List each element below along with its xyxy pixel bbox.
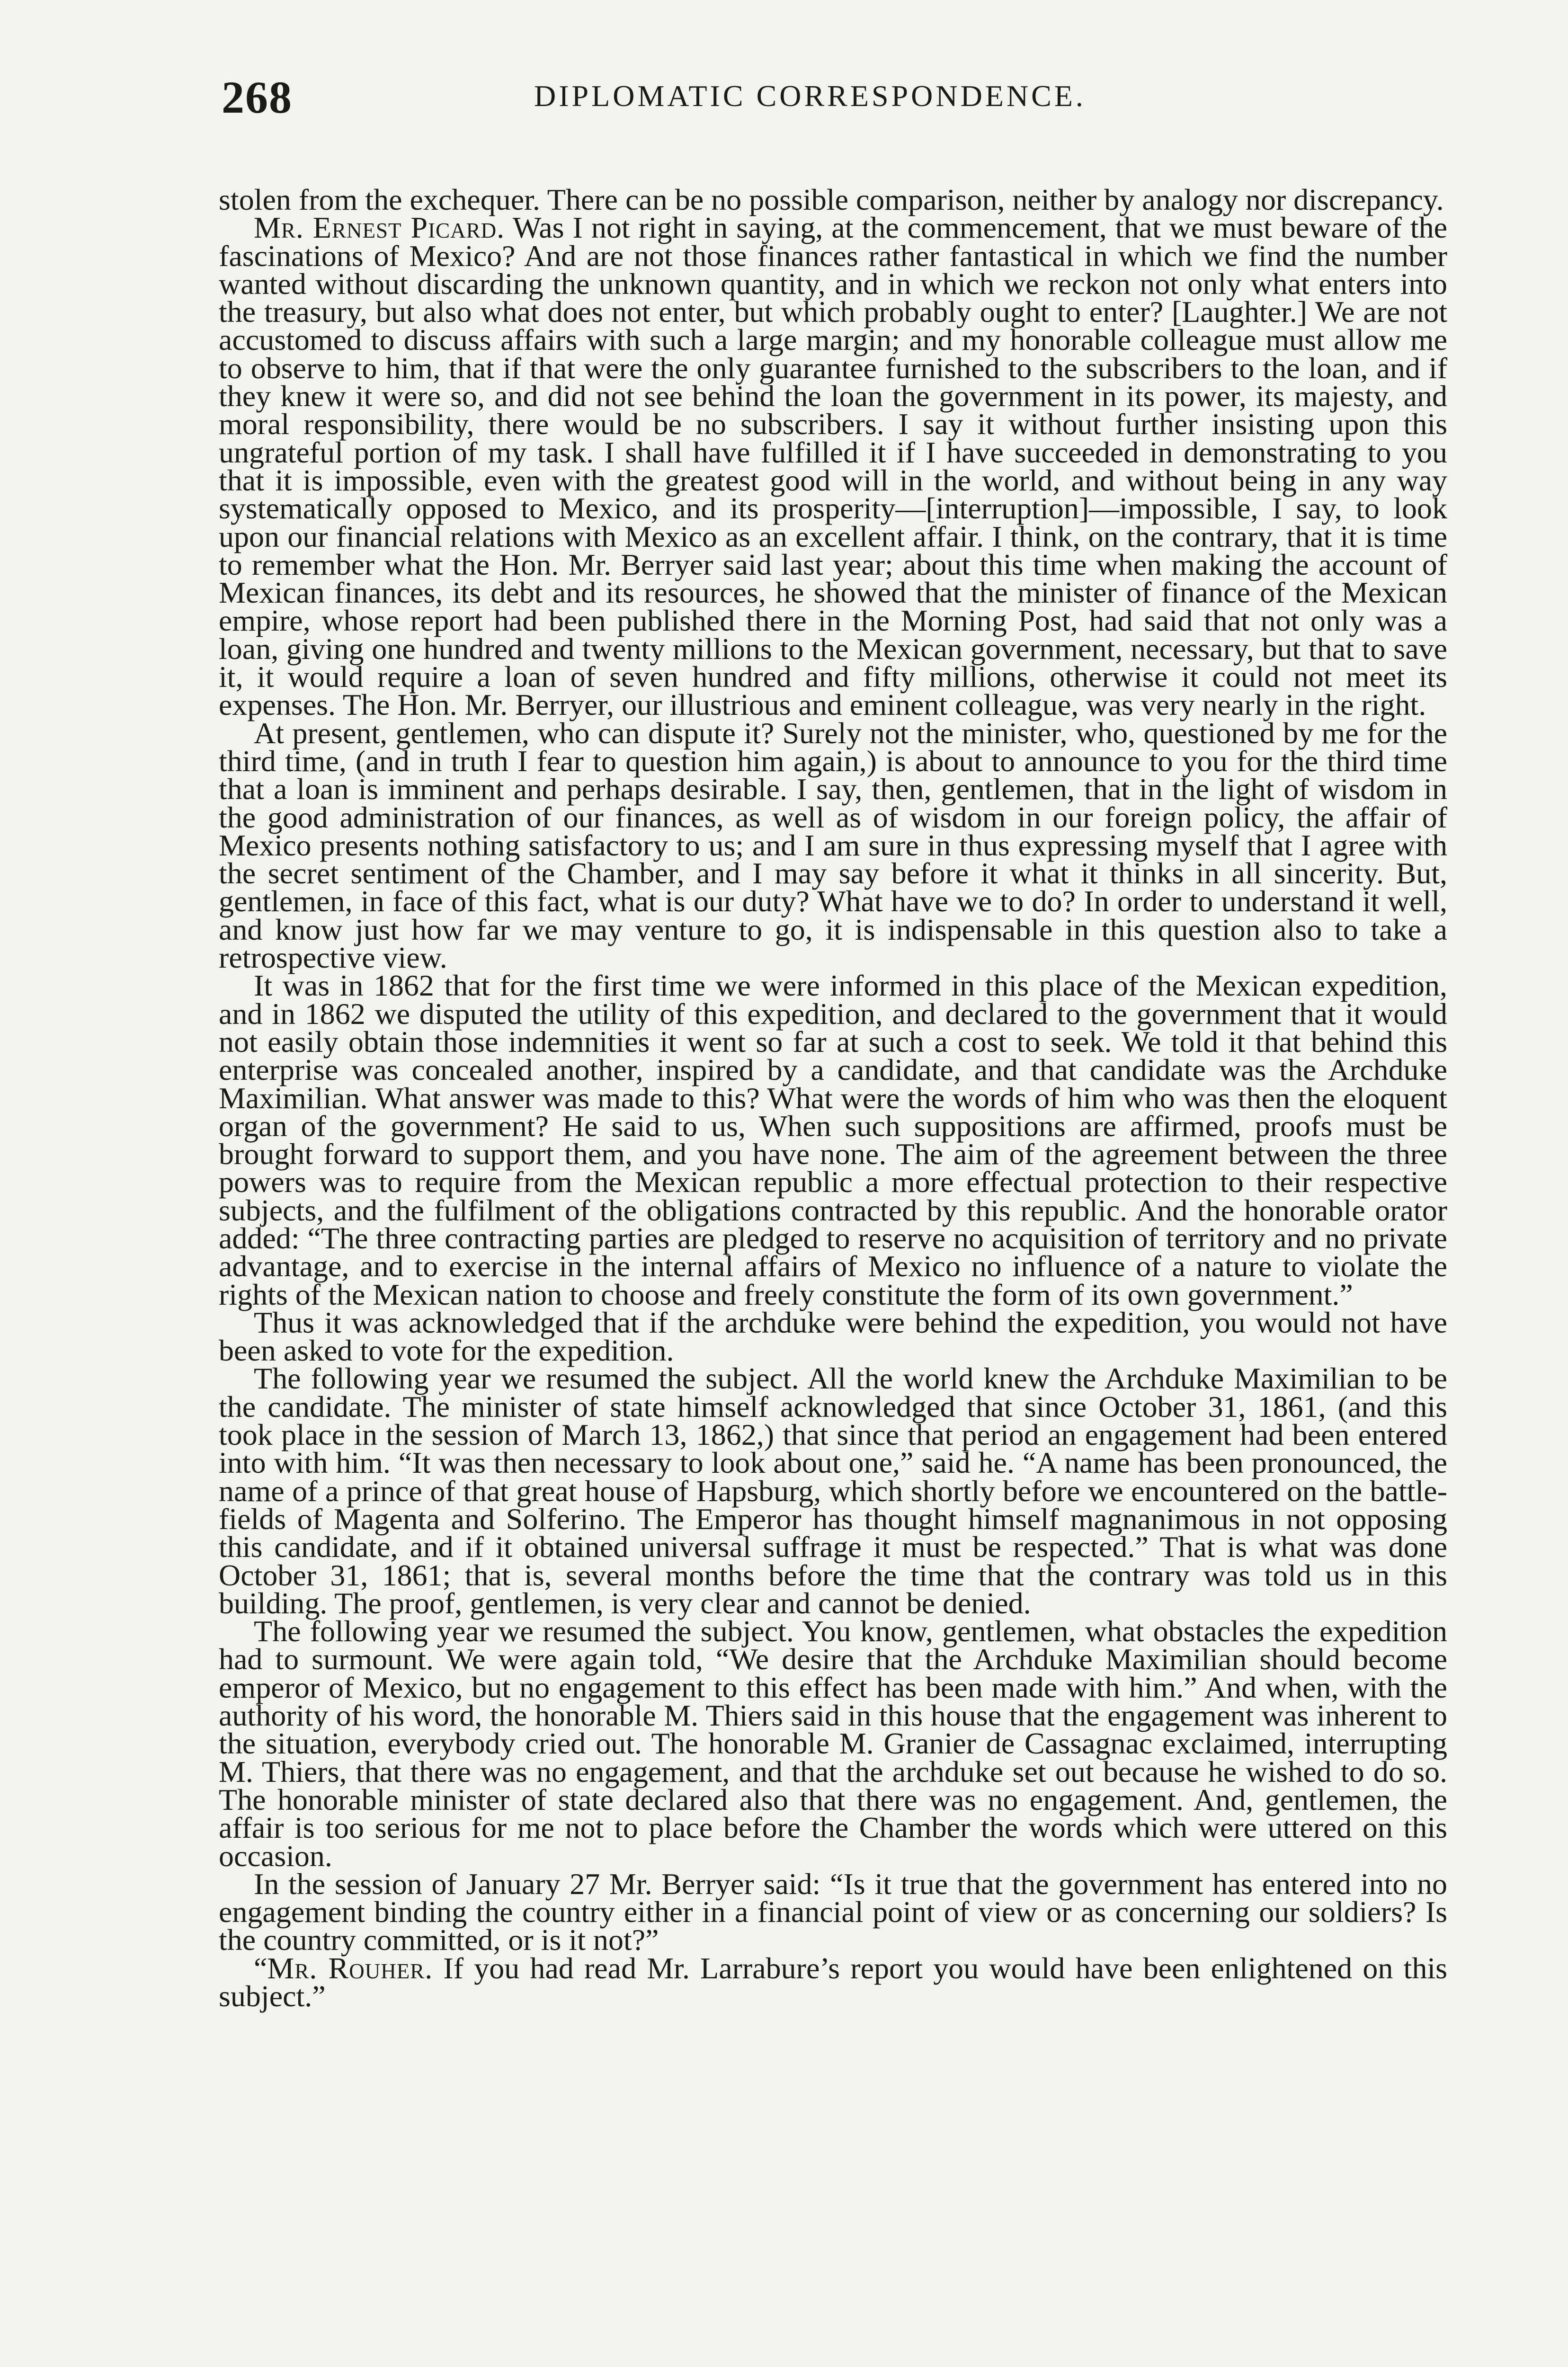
- paragraph: In the session of January 27 Mr. Berryer said: “Is it true that the government has entered into no engagement binding the country either in a financial point of view or as concerning our soldiers? Is the country committed, or is it not?”: [219, 1867, 1447, 1957]
- page-number: 268: [222, 72, 293, 123]
- paragraph: “Mr. Rouher. If you had read Mr. Larrabure’s report you would have been enlightened on this subject.”: [219, 1951, 1448, 2013]
- paragraph: Mr. Ernest Picard. Was I not right in saying, at the commencement, that we must beware of the fascinations of Mexico? And are not those finances rather fantastical in which we find the number wanted without discarding the unknown quantity, and in which we reckon not only what enters into the treasury, but also what does not enter, but which probably ought to enter? [Laughter.] We are not accustomed to discuss affairs with such a large margin; and my honorable colleague must allow me to observe to him, that if that were the only guarantee furnished to the subscribers to the loan, and if they knew it were so, and did not see behind the loan the government in its power, its majesty, and moral responsibility, there would be no subscribers. I say it without further insisting upon this ungrateful portion of my task. I shall have fulfilled it if I have succeeded in demonstrating to you that it is impossible, even with the greatest good will in the world, and without being in any way systematically opposed to Mexico, and its prosperity—[interruption]—impossible, I say, to look upon our financial relations with Mexico as an excellent affair. I think, on the contrary, that it is time to remember what the Hon. Mr. Berryer said last year; about this time when making the account of Mexican finances, its debt and its resources, he showed that the minister of finance of the Mexican empire, whose report had been published there in the Morning Post, had said that not only was a loan, giving one hundred and twenty millions to the Mexican government, necessary, but that to save it, it would require a loan of seven hundred and fifty millions, otherwise it could not meet its expenses. The Hon. Mr. Berryer, our illustrious and eminent colleague, was very nearly in the right.: [219, 211, 1447, 722]
- body-text: [219, 183, 1448, 2013]
- paragraph: It was in 1862 that for the first time we were informed in this place of the Mexican expedition, and in 1862 we disputed the utility of this expedition, and declared to the government that it would not easily obtain those indemnities it went so far at such a cost to seek. We told it that behind this enterprise was concealed another, inspired by a candidate, and that candidate was the Archduke Maximilian. What answer was made to this? What were the words of him who was then the eloquent organ of the government? He said to us, When such suppositions are affirmed, proofs must be brought forward to support them, and you have none. The aim of the agreement between the three powers was to require from the Mexican republic a more effectual protection to their respective subjects, and the fulfilment of the obligations contracted by this republic. And the honorable orator added: “The three contracting parties are pledged to reserve no acquisition of territory and no private advantage, and to exercise in the internal affairs of Mexico no influence of a nature to violate the rights of the Mexican nation to choose and freely constitute the form of its own government.”: [219, 969, 1447, 1311]
- paragraph: Thus it was acknowledged that if the archduke were behind the expedition, you would not have been asked to vote for the expedition.: [219, 1305, 1447, 1368]
- paragraph: At present, gentlemen, who can dispute it? Surely not the minister, who, questioned by me for the third time, (and in truth I fear to question him again,) is about to announce to you for the third time that a loan is imminent and perhaps desirable. I say, then, gentlemen, that in the light of wisdom in the good administration of our finances, as well as of wisdom in our foreign policy, the affair of Mexico presents nothing satisfactory to us; and I am sure in thus expressing myself that I agree with the secret sentiment of the Chamber, and I may say before it what it thinks in all sincerity. But, gentlemen, in face of this fact, what is our duty? What have we to do? In order to understand it well, and know just how far we may venture to go, it is indispensable in this question also to take a retrospective view.: [219, 716, 1447, 975]
- paragraph: The following year we resumed the subject. All the world knew the Archduke Maximilian to be the candidate. The minister of state himself acknowledged that since October 31, 1861, (and this took place in the session of March 13, 1862,) that since that period an engagement had been entered into with him. “It was then necessary to look about one,” said he. “A name has been pronounced, the name of a prince of that great house of Hapsburg, which shortly before we encountered on the battle-fields of Magenta and Solferino. The Emperor has thought himself magnanimous in not opposing this candidate, and if it obtained universal suffrage it must be respected.” That is what was done October 31, 1861; that is, several months before the time that the contrary was told us in this building. The proof, gentlemen, is very clear and cannot be denied.: [219, 1361, 1447, 1620]
- paragraph: stolen from the exchequer. There can be no possible comparison, neither by analogy nor discrepancy.: [219, 183, 1444, 216]
- running-title: DIPLOMATIC CORRESPONDENCE.: [534, 79, 1086, 113]
- speaker-name: Mr. Ernest Picard.: [254, 211, 505, 245]
- paragraph: The following year we resumed the subject. You know, gentlemen, what obstacles the expedition had to surmount. We were again told, “We desire that the Archduke Maximilian should become emperor of Mexico, but no engagement to this effect has been made with him.” And when, with the authority of his word, the honorable M. Thiers said in this house that the engagement was inherent to the situation, everybody cried out. The honorable M. Granier de Cassagnac exclaimed, interrupting M. Thiers, that there was no engagement, and that the archduke set out because he wished to do so. The honorable minister of state declared also that there was no engagement. And, gentlemen, the affair is too serious for me not to place before the Chamber the words which were uttered on this occasion.: [219, 1614, 1447, 1873]
- page-header: [222, 71, 1434, 133]
- speaker-name: Mr. Rouher.: [267, 1951, 433, 1985]
